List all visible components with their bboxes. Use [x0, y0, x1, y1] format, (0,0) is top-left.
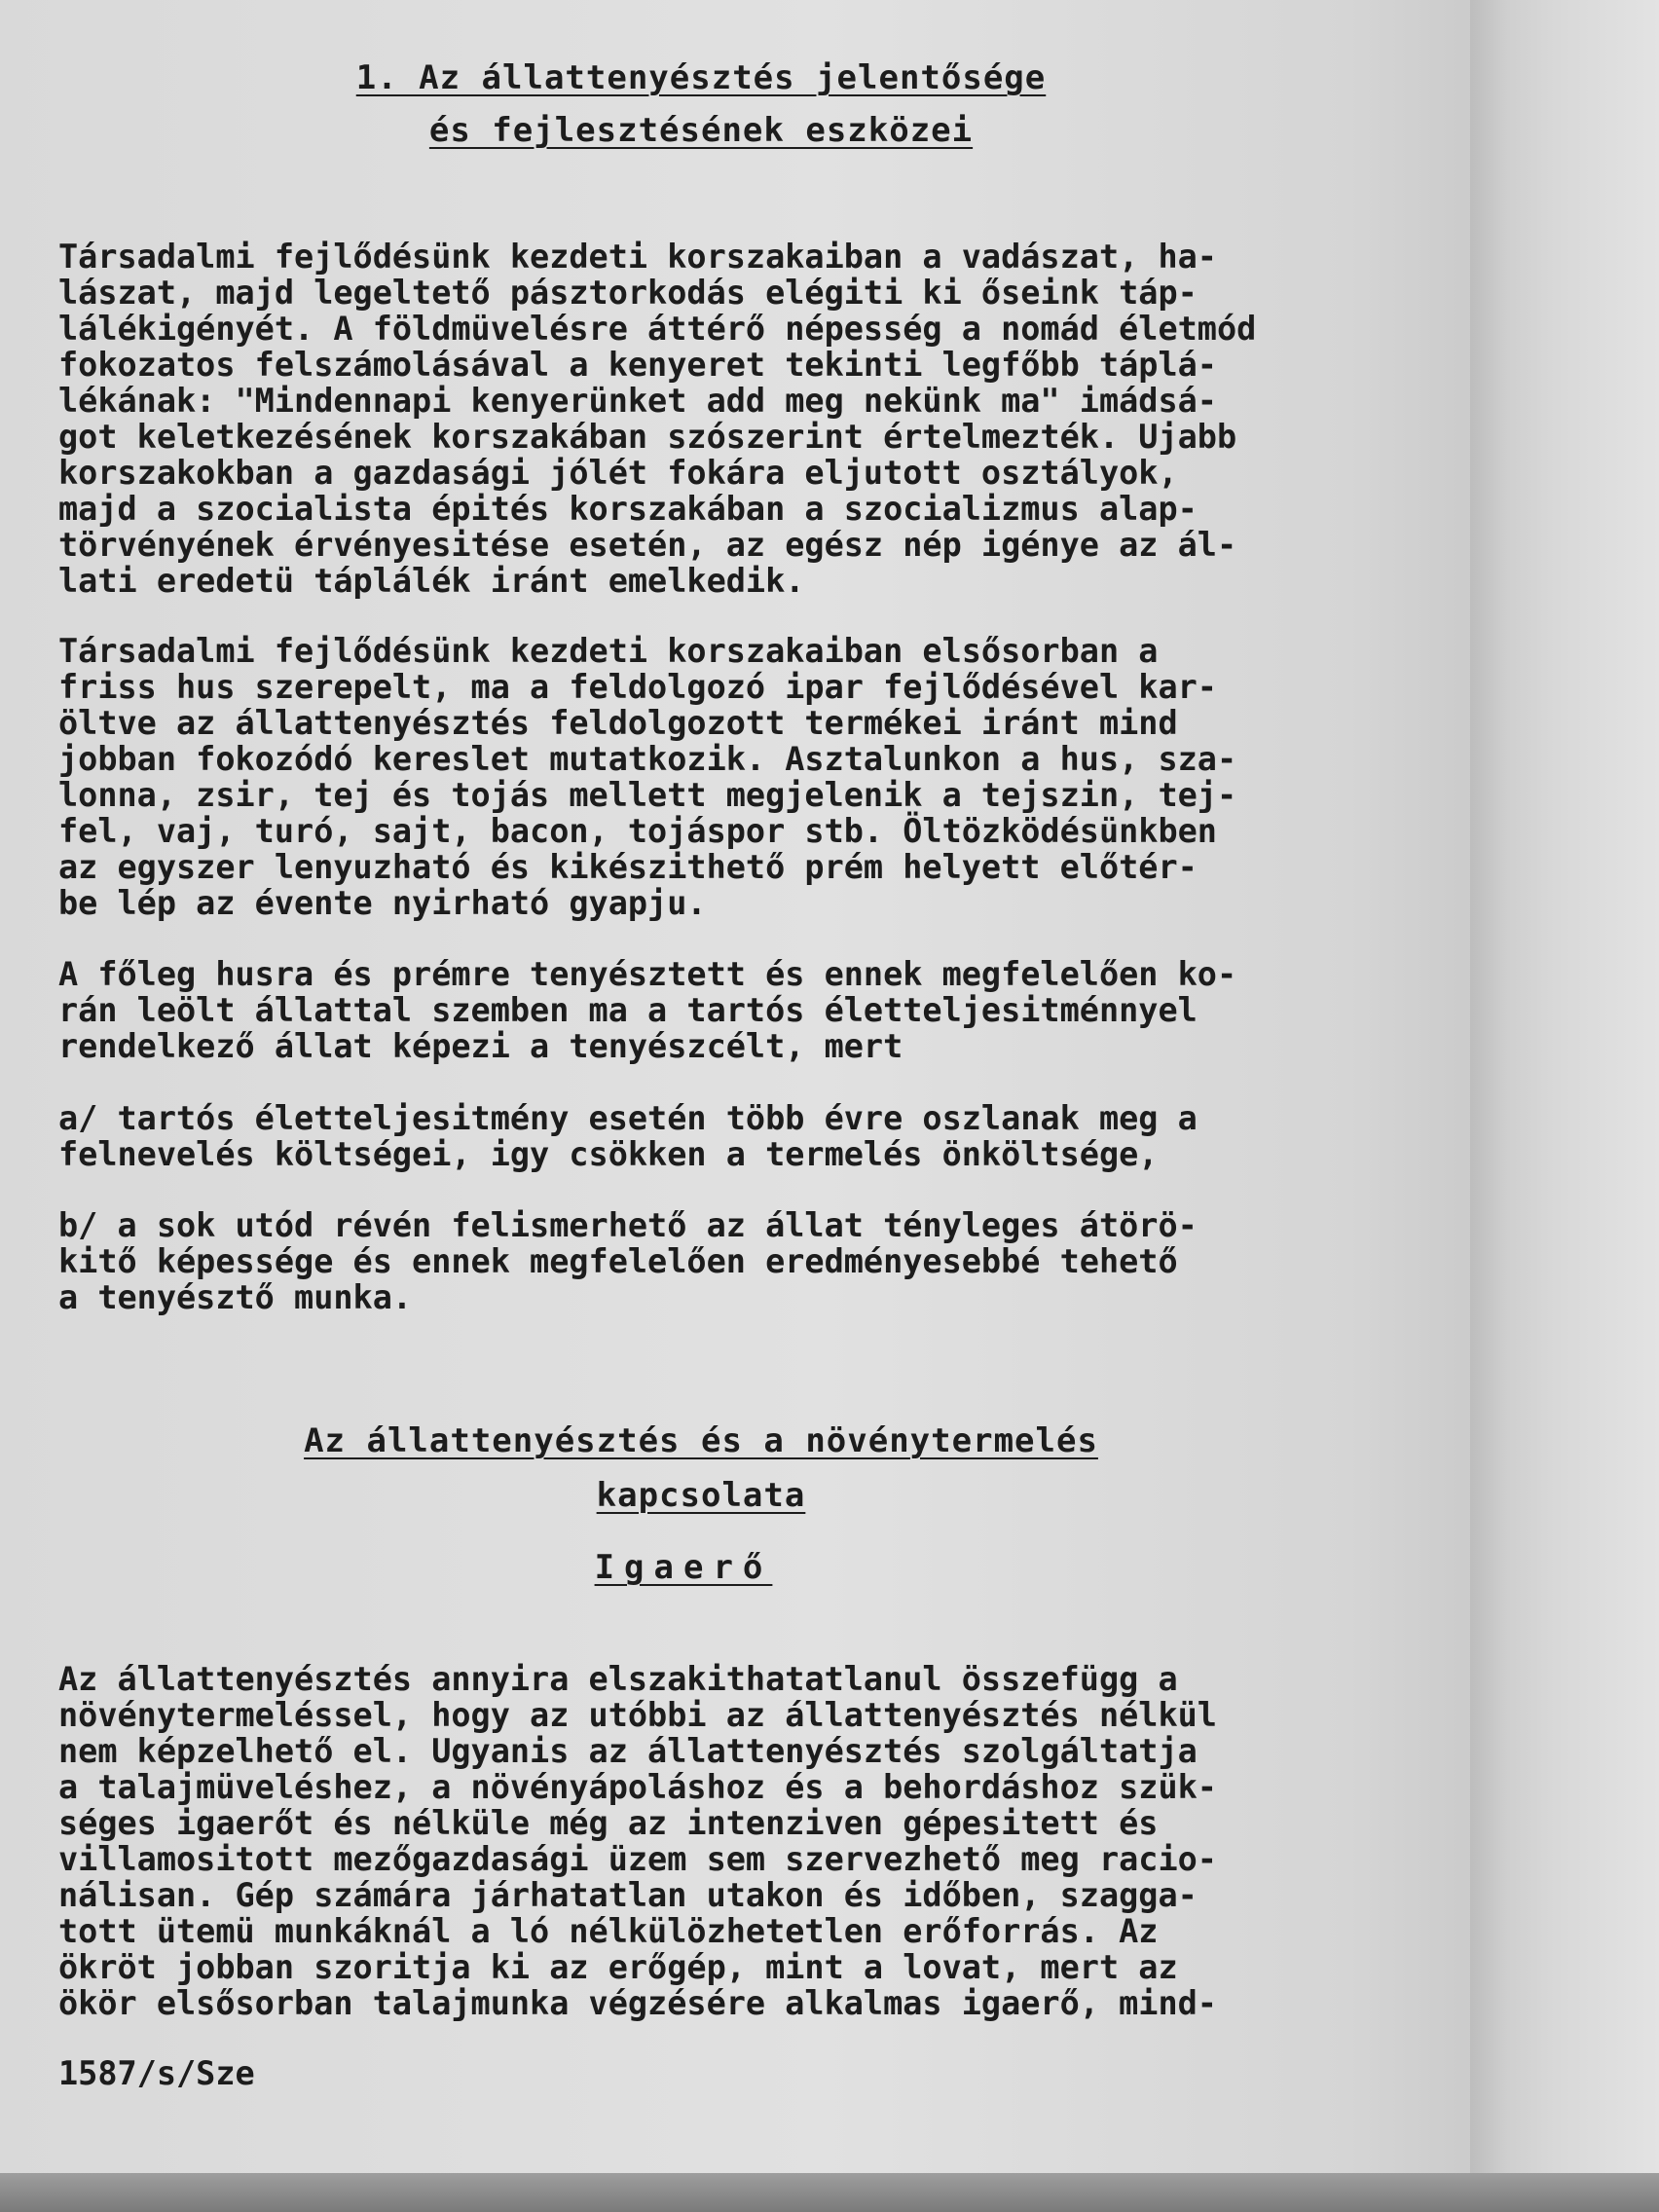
- subsection-title-line1: Az állattenyésztés és a növénytermelés: [304, 1421, 1098, 1460]
- section-title-line1: 1. Az állattenyésztés jelentősége: [355, 58, 1047, 97]
- subsection-subtitle: Igaerő: [594, 1548, 773, 1587]
- paragraph-breeding-goal: A főleg husra és prémre tenyésztett és ennek megfelelően ko- rán leölt állattal szemben ma a tartós életteljesitménnyel rendelkező állat képezi a tenyészcélt, mert: [58, 955, 1237, 1065]
- list-item-a: a/ tartós életteljesitmény esetén több évre oszlanak meg a felnevelés költségei, igy csökken a termelés önköltsége,: [58, 1099, 1198, 1173]
- paragraph-history: Társadalmi fejlődésünk kezdeti korszakaiban a vadászat, ha- lászat, majd legeltető pásztorkodás elégiti ki őseink táp- lálékigényét. A földmüvelésre áttérő népesség a nomád életmód fokozatos felszámolásával a kenyeret tekinti legfőbb táplá- lékának: "Mindennapi kenyerünket add meg nekünk ma" imádsá- got keletkezésének korszakában szószerint értelmezték. Ujabb korszakokban a gazdasági jólét fokára eljutott osztályok, majd a szocialista épités korszakában a szocializmus alap- törvényének érvényesitése esetén, az egész nép igénye az ál- lati eredetü táplálék iránt emelkedik.: [58, 238, 1257, 600]
- page-edge: [1470, 0, 1659, 2212]
- bottom-strip: [0, 2173, 1659, 2212]
- paragraph-draft-power: Az állattenyésztés annyira elszakithatatlanul összefügg a növénytermeléssel, hogy az utóbbi az állattenyésztés nélkül nem képzelhető el. Ugyanis az állattenyésztés szolgáltatja a talajmüveléshez, a növényápoláshoz és a behordáshoz szük- séges igaerőt és nélküle még az intenziven gépesitett és villamositott mezőgazdasági üzem sem szervezhető meg racio- nálisan. Gép számára járhatatlan utakon és időben, szagga- tott ütemü munkáknál a ló nélkülözhetetlen erőforrás. Az ökröt jobban szoritja ki az erőgép, mint a lovat, mert az ökör elsősorban talajmunka végzésére alkalmas igaerő, mind-: [58, 1660, 1217, 2022]
- document-code: 1587/s/Sze: [58, 2054, 255, 2092]
- subsection-title-line2: kapcsolata: [596, 1476, 806, 1515]
- list-item-b: b/ a sok utód révén felismerhető az állat tényleges átörö- kitő képessége és ennek megfelelően eredményesebbé tehető a tenyésztő munka.: [58, 1206, 1198, 1316]
- paragraph-products: Társadalmi fejlődésünk kezdeti korszakaiban elsősorban a friss hus szerepelt, ma a feldolgozó ipar fejlődésével kar- öltve az állattenyésztés feldolgozott termékei iránt mind jobban fokozódó kereslet mutatkozik. Asztalunkon a hus, sza- lonna, zsir, tej és tojás mellett megjelenik a tejszin, tej- fel, vaj, turó, sajt, bacon, tojáspor stb. Öltözködésünkben az egyszer lenyuzható és kikészithető prém helyett előtér- be lép az évente nyirható gyapju.: [58, 632, 1237, 922]
- section-title-line2: és fejlesztésének eszközei: [428, 111, 974, 150]
